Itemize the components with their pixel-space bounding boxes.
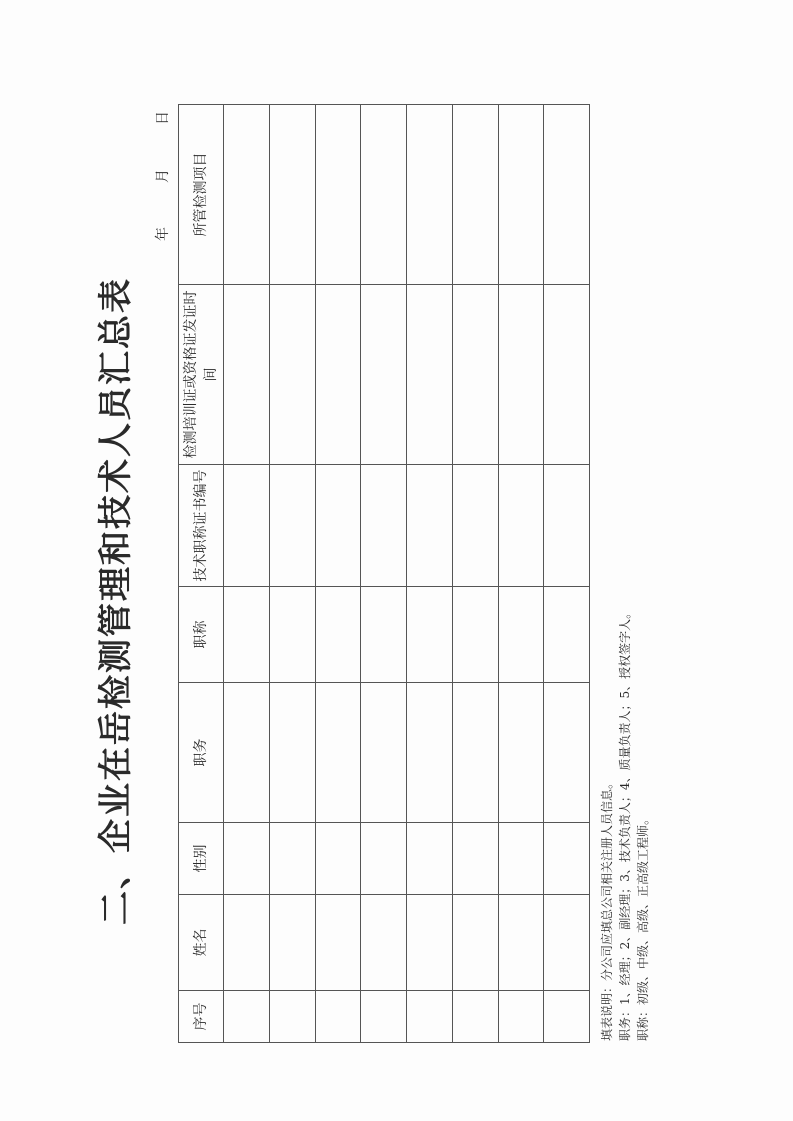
table-cell[interactable] (224, 683, 270, 823)
header-title: 职称 (179, 587, 224, 683)
date-month-label: 月 (155, 169, 171, 183)
table-cell[interactable] (269, 991, 315, 1043)
table-row (498, 105, 544, 1043)
table-cell[interactable] (315, 823, 361, 895)
header-managed-items: 所管检测项目 (179, 105, 224, 285)
notes-block (598, 441, 652, 1041)
note-positions: 职务：1、经理；2、副经理；3、技术负责人；4、质量负责人；5、授权签字人。 (618, 606, 632, 1041)
table-cell[interactable] (361, 105, 407, 285)
table-cell[interactable] (498, 683, 544, 823)
table-cell[interactable] (361, 991, 407, 1043)
table-row (224, 105, 270, 1043)
personnel-table (178, 104, 590, 1043)
table-cell[interactable] (315, 587, 361, 683)
page-title: 二、企业在岳检测管理和技术人员汇总表 (96, 277, 136, 925)
header-name: 姓名 (179, 895, 224, 991)
table-cell[interactable] (269, 895, 315, 991)
note-instructions: 填表说明：分公司应填总公司相关注册人员信息。 (600, 776, 614, 1041)
header-certificate-number: 技术职称证书编号 (179, 465, 224, 587)
table-cell[interactable] (452, 587, 498, 683)
table-cell[interactable] (544, 683, 590, 823)
table-cell[interactable] (269, 823, 315, 895)
table-cell[interactable] (269, 465, 315, 587)
table-cell[interactable] (269, 105, 315, 285)
table-row (544, 105, 590, 1043)
table-cell[interactable] (361, 465, 407, 587)
table-cell[interactable] (498, 895, 544, 991)
table-cell[interactable] (407, 991, 453, 1043)
table-cell[interactable] (361, 285, 407, 465)
table-row (407, 105, 453, 1043)
date-line (152, 111, 172, 241)
table-cell[interactable] (498, 823, 544, 895)
header-gender: 性别 (179, 823, 224, 895)
table-cell[interactable] (452, 823, 498, 895)
note-titles: 职称：初级、中级、高级、正高级工程师。 (636, 812, 650, 1041)
table-cell[interactable] (544, 991, 590, 1043)
table-cell[interactable] (315, 285, 361, 465)
table-cell[interactable] (224, 285, 270, 465)
table-cell[interactable] (498, 587, 544, 683)
table-row (452, 105, 498, 1043)
table-cell[interactable] (452, 991, 498, 1043)
table-cell[interactable] (269, 587, 315, 683)
table-cell[interactable] (224, 823, 270, 895)
header-serial-number: 序号 (179, 991, 224, 1043)
table-cell[interactable] (224, 991, 270, 1043)
table-cell[interactable] (544, 465, 590, 587)
table-cell[interactable] (452, 465, 498, 587)
table-cell[interactable] (544, 105, 590, 285)
table-header-row (179, 105, 224, 1043)
date-day-label: 日 (155, 111, 171, 125)
header-certificate-date: 检测培训证或资格证发证时间 (179, 285, 224, 465)
table-cell[interactable] (224, 105, 270, 285)
table-cell[interactable] (498, 465, 544, 587)
table-cell[interactable] (544, 895, 590, 991)
table-cell[interactable] (544, 587, 590, 683)
table-cell[interactable] (269, 285, 315, 465)
table-cell[interactable] (224, 895, 270, 991)
table-cell[interactable] (315, 465, 361, 587)
table-cell[interactable] (224, 465, 270, 587)
table-cell[interactable] (498, 105, 544, 285)
table-cell[interactable] (452, 285, 498, 465)
table-cell[interactable] (407, 105, 453, 285)
table-cell[interactable] (315, 991, 361, 1043)
table-cell[interactable] (361, 823, 407, 895)
table-cell[interactable] (407, 465, 453, 587)
table-cell[interactable] (498, 991, 544, 1043)
table-cell[interactable] (269, 683, 315, 823)
table-cell[interactable] (452, 105, 498, 285)
table-cell[interactable] (361, 587, 407, 683)
date-year-label: 年 (155, 227, 171, 241)
table-cell[interactable] (361, 683, 407, 823)
table-cell[interactable] (452, 895, 498, 991)
table-cell[interactable] (498, 285, 544, 465)
header-position: 职务 (179, 683, 224, 823)
table-cell[interactable] (361, 895, 407, 991)
table-cell[interactable] (407, 285, 453, 465)
table-cell[interactable] (407, 683, 453, 823)
table-row (269, 105, 315, 1043)
table-cell[interactable] (315, 683, 361, 823)
table-cell[interactable] (315, 895, 361, 991)
table-cell[interactable] (544, 285, 590, 465)
table-cell[interactable] (544, 823, 590, 895)
table-cell[interactable] (224, 587, 270, 683)
table-cell[interactable] (315, 105, 361, 285)
table-cell[interactable] (452, 683, 498, 823)
table-cell[interactable] (407, 587, 453, 683)
table-row (315, 105, 361, 1043)
table-cell[interactable] (407, 823, 453, 895)
table-row (361, 105, 407, 1043)
table-cell[interactable] (407, 895, 453, 991)
